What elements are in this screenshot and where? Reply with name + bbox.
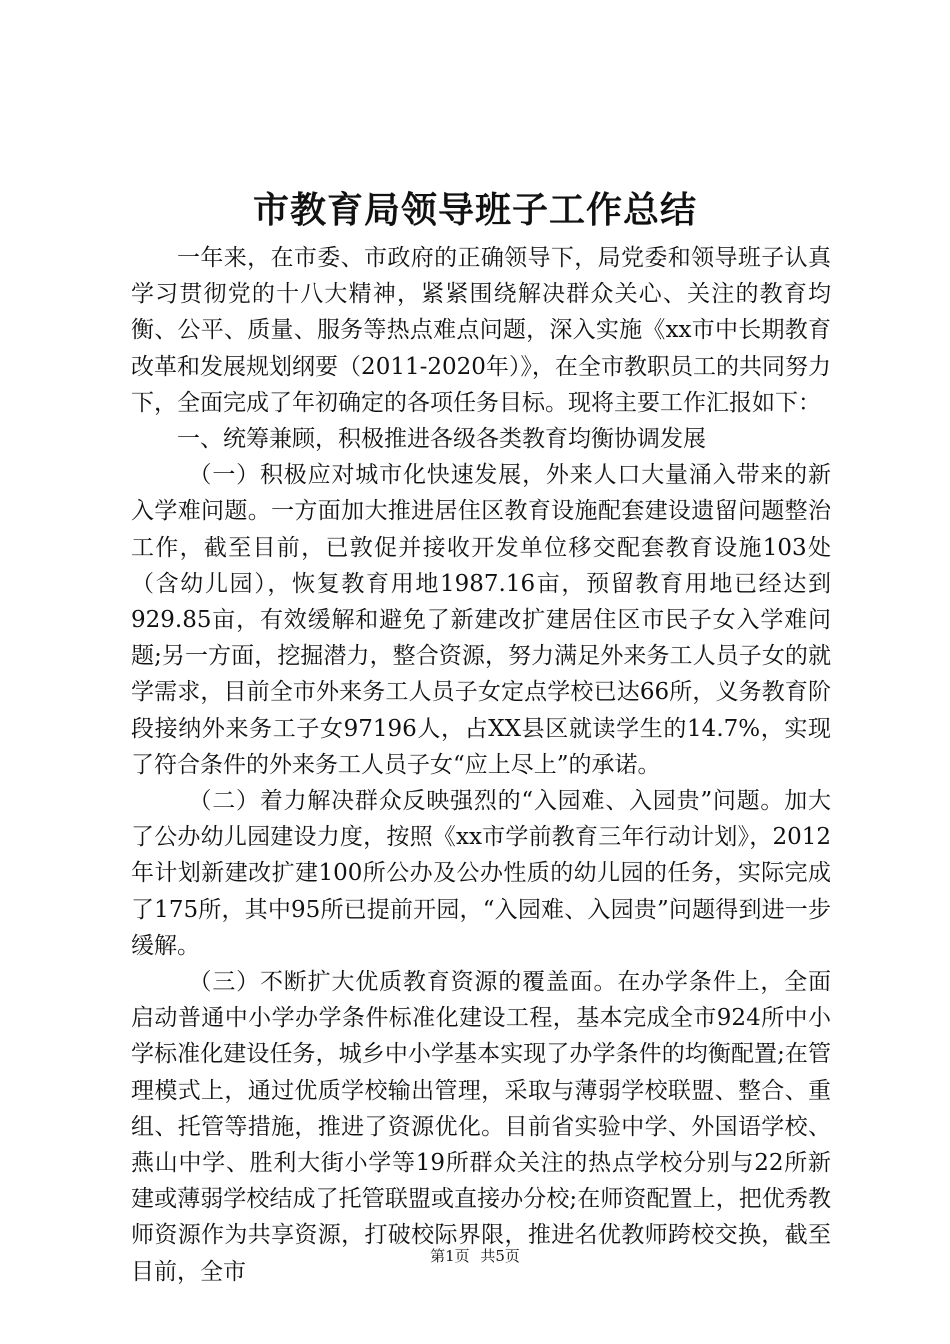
page-footer: 第1页 共5页: [430, 1247, 520, 1265]
document-body: [131, 240, 831, 1290]
intro-paragraph: 一年来，在市委、市政府的正确领导下，局党委和领导班子认真学习贯彻党的十八大精神，紧紧围绕解决群众关心、关注的教育均衡、公平、质量、服务等热点难点问题，深入实施《xx市中长期教育改革和发展规划纲要（2011-2020年）》，在全市教职员工的共同努力下，全面完成了年初确定的各项任务目标。现将主要工作汇报如下：: [131, 245, 831, 416]
subsection-paragraph-1: （一）积极应对城市化快速发展，外来人口大量涌入带来的新入学难问题。一方面加大推进居住区教育设施配套建设遗留问题整治工作，截至目前，已敦促并接收开发单位移交配套教育设施103处（含幼儿园），恢复教育用地1987.16亩，预留教育用地已经达到929.85亩，有效缓解和避免了新建改扩建居住区市民子女入学难问题;另一方面，挖掘潜力，整合资源，努力满足外来务工人员子女的就学需求，目前全市外来务工人员子女定点学校已达66所，义务教育阶段接纳外来务工子女97196人，占XX县区就读学生的14.7%，实现了符合条件的外来务工人员子女“应上尽上”的承诺。: [131, 462, 831, 778]
section-heading-1: 一、统筹兼顾，积极推进各级各类教育均衡协调发展: [177, 426, 706, 453]
document-title: 市教育局领导班子工作总结: [252, 189, 697, 231]
subsection-paragraph-3: （三）不断扩大优质教育资源的覆盖面。在办学条件上，全面启动普通中小学办学条件标准化建设工程，基本完成全市924所中小学标准化建设任务，城乡中小学基本实现了办学条件的均衡配置;在管理模式上，通过优质学校输出管理，采取与薄弱学校联盟、整合、重组、托管等措施，推进了资源优化。目前省实验中学、外国语学校、燕山中学、胜利大街小学等19所群众关注的热点学校分别与22所新建或薄弱学校结成了托管联盟或直接办分校;在师资配置上，把优秀教师资源作为共享资源，打破校际界限，推进名优教师跨校交换，截至目前，全市: [131, 969, 831, 1285]
subsection-paragraph-2: （二）着力解决群众反映强烈的“入园难、入园贵”问题。加大了公办幼儿园建设力度，按照《xx市学前教育三年行动计划》，2012年计划新建改扩建100所公办及公办性质的幼儿园的任务，实际完成了175所，其中95所已提前开园，“入园难、入园贵”问题得到进一步缓解。: [131, 788, 831, 959]
